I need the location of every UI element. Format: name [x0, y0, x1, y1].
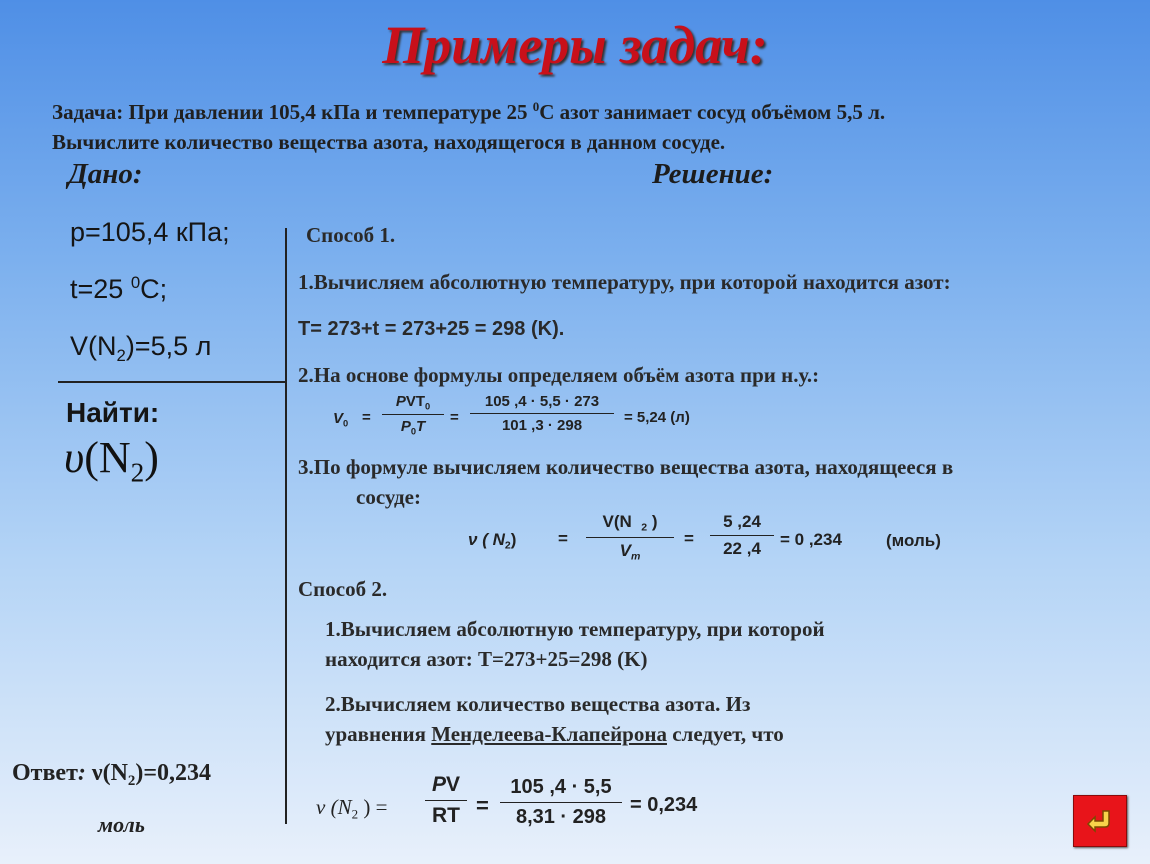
m2-step-2-line-1: 2.Вычисляем количество вещества азота. Из	[325, 692, 751, 716]
column-divider	[285, 228, 287, 824]
f1-fraction-symbolic: $PVT_0$ $P_0T$	[382, 393, 444, 437]
m1-step-1-calc: T= 273+t = 273+25 = 298 (K).	[298, 318, 565, 340]
mendeleev-clapeyron-link[interactable]: Менделеева-Клапейрона	[431, 722, 667, 746]
answer-unit: моль	[98, 812, 145, 837]
f1-eq2: =	[450, 409, 459, 426]
f3-fraction-symbolic: PV RT	[425, 773, 467, 828]
f2-lhs: ν ( $N_2$)	[468, 530, 517, 552]
task-line-2: Вычислите количество вещества азота, находящегося в данном сосуде.	[52, 129, 726, 154]
solution-header: Решение:	[652, 158, 774, 190]
task-statement	[52, 92, 885, 157]
find-target: $\upsilon(N_2)$	[64, 433, 159, 488]
m1-step-1: 1.Вычисляем абсолютную температуру, при которой находится азот:	[298, 270, 951, 294]
f2-result: = 0 ,234	[780, 530, 842, 549]
m1-step-3-line-2: сосуде:	[356, 485, 421, 509]
f1-eq1: =	[362, 409, 371, 426]
return-arrow-icon	[1085, 807, 1115, 835]
method-2-label: Способ 2.	[298, 577, 388, 601]
f1-result: = 5,24 (л)	[624, 409, 690, 426]
task-line-1: Задача: При давлении 105,4 кПа и температуре 25 $^0$С азот занимает сосуд объёмом 5,5 л.	[52, 99, 886, 124]
f3-result: = 0,234	[630, 794, 698, 816]
f1-fraction-numeric: 105 ,4 · 5,5 · 273 101 ,3 · 298	[470, 393, 614, 434]
f2-eq1: =	[558, 529, 568, 548]
method-1-label: Способ 1.	[306, 223, 396, 247]
f2-fraction-symbolic: V(N $_2$ ) $V_m$	[586, 512, 674, 562]
given-temperature: t=25 $^0$C;	[70, 273, 168, 305]
find-header: Найти:	[66, 397, 160, 428]
given-header: Дано:	[68, 158, 143, 190]
m1-step-2: 2.На основе формулы определяем объём азота при н.у.:	[298, 363, 820, 387]
f1-lhs: $V_0$	[333, 410, 349, 429]
m2-step-2-line-2: уравнения Менделеева-Клапейрона следует, что	[325, 722, 784, 746]
page-title: Примеры задач:	[382, 15, 768, 75]
answer: Ответ: $\nu(N_2)=0,234$	[12, 760, 212, 790]
f2-unit: (моль)	[886, 531, 941, 550]
f3-eq1: =	[476, 793, 489, 818]
return-button[interactable]	[1073, 795, 1127, 847]
given-pressure: p=105,4 кПа;	[70, 217, 230, 247]
given-divider	[58, 381, 285, 383]
m1-step-3-line-1: 3.По формуле вычисляем количество вещества азота, находящееся в	[298, 455, 954, 479]
f3-fraction-numeric: 105 ,4 · 5,5 8,31 · 298	[500, 776, 622, 829]
m2-step-1-line-2: находится азот: T=273+25=298 (K)	[325, 647, 648, 671]
m2-step-1-line-1: 1.Вычисляем абсолютную температуру, при которой	[325, 617, 825, 641]
given-volume: $V(N_2)=5,5$ л	[70, 331, 212, 365]
f2-fraction-numeric: 5 ,24 22 ,4	[710, 512, 774, 559]
f3-lhs: ν ($N_2$ ) =	[316, 795, 388, 822]
f2-eq2: =	[684, 529, 694, 548]
